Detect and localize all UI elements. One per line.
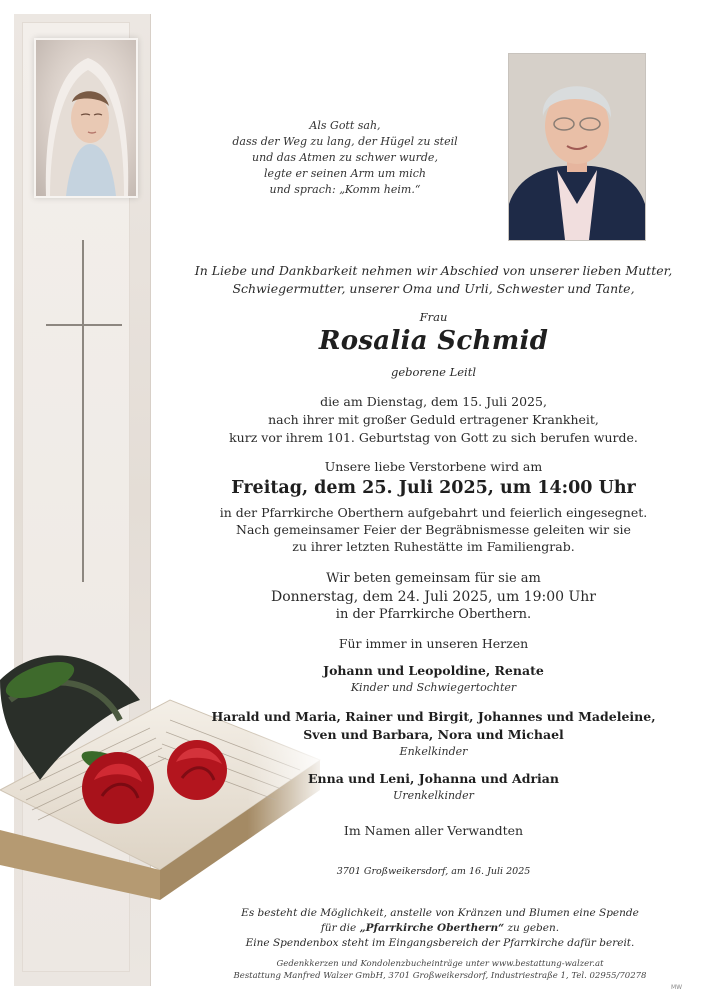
relatives-line: Im Namen aller Verwandten: [343, 823, 524, 838]
intro-text: [160, 262, 707, 298]
funeral-date: Freitag, dem 25. Juli 2025, um 14:00 Uhr: [231, 478, 636, 498]
mourner-role: Kinder und Schwiegertochter: [350, 681, 517, 694]
footer-line: Gedenkkerzen und Kondolenzbucheinträge unter www.bestattung-walzer.at: [276, 959, 604, 969]
mourner-names: Enna und Leni, Johanna und Adrian: [307, 771, 559, 786]
mourner-role: Enkelkinder: [399, 745, 468, 758]
mourner-group: [160, 708, 707, 760]
prayer-line: Wir beten gemeinsam für sie am: [326, 571, 541, 586]
madonna-image: [34, 38, 138, 198]
maiden-name: geborene Leitl: [390, 365, 477, 379]
donation-line: Eine Spendenbox steht im Eingangsbereich der Pfarrkirche dafür bereit.: [245, 937, 635, 949]
poem-line: und sprach: „Komm heim.“: [269, 183, 421, 196]
funeral-line: Nach gemeinsamer Feier der Begräbnismesse geleiten wir sie: [236, 522, 631, 537]
poem-line: Als Gott sah,: [309, 119, 381, 132]
donation-text: zu geben.: [504, 922, 560, 934]
intro-line: In Liebe und Dankbarkeit nehmen wir Abschied von unserer lieben Mutter,: [194, 263, 673, 278]
forever-line: Für immer in unseren Herzen: [338, 636, 529, 651]
prayer-date: Donnerstag, dem 24. Juli 2025, um 19:00 Uhr: [271, 589, 596, 605]
mourner-group: [160, 770, 707, 804]
poem: [195, 118, 495, 198]
death-notice: [160, 393, 707, 447]
mourner-role: Urenkelkinder: [393, 789, 474, 802]
mourner-names: Sven und Barbara, Nora und Michael: [303, 727, 564, 742]
funeral-line: in der Pfarrkirche Oberthern aufgebahrt und feierlich eingesegnet.: [219, 505, 648, 520]
prayer-line: in der Pfarrkirche Oberthern.: [335, 607, 532, 622]
prayer-notice: [160, 570, 707, 624]
mourner-names: Johann und Leopoldine, Renate: [323, 663, 544, 678]
funeral-line: zu ihrer letzten Ruhestätte im Familiengrab.: [292, 539, 575, 554]
poem-line: und das Atmen zu schwer wurde,: [252, 151, 438, 164]
donation-text: für die: [320, 922, 360, 934]
salutation: Frau: [419, 310, 448, 324]
donation-note: [200, 906, 680, 951]
death-line: nach ihrer mit großer Geduld ertragener Krankheit,: [268, 412, 599, 427]
footer: [200, 958, 680, 982]
undertaker-logo: MW: [671, 984, 683, 991]
death-line: kurz vor ihrem 101. Geburtstag von Gott zu sich berufen wurde.: [229, 430, 638, 445]
funeral-details: [160, 504, 707, 555]
death-line: die am Dienstag, dem 15. Juli 2025,: [320, 394, 547, 409]
mourner-names: Harald und Maria, Rainer und Birgit, Johannes und Madeleine,: [211, 709, 656, 724]
portrait-photo: [508, 53, 646, 241]
donation-line: [200, 921, 680, 936]
place-date: 3701 Großweikersdorf, am 16. Juli 2025: [336, 866, 531, 877]
poem-line: legte er seinen Arm um mich: [264, 167, 426, 180]
cross-horizontal-bar: [46, 324, 122, 326]
footer-line: Bestattung Manfred Walzer GmbH, 3701 Großweikersdorf, Industriestraße 1, Tel. 02955/70278: [233, 971, 647, 981]
intro-line: Schwiegermutter, unserer Oma und Urli, Schwester und Tante,: [232, 281, 635, 296]
donation-recipient: „Pfarrkirche Oberthern“: [359, 922, 505, 934]
deceased-name: Rosalia Schmid: [318, 326, 549, 356]
mourner-group: [160, 662, 707, 696]
donation-line: Es besteht die Möglichkeit, anstelle von Kränzen und Blumen eine Spende: [241, 907, 639, 919]
funeral-intro: Unsere liebe Verstorbene wird am: [324, 459, 543, 474]
cross-vertical-bar: [82, 240, 84, 582]
poem-line: dass der Weg zu lang, der Hügel zu steil: [232, 135, 458, 148]
